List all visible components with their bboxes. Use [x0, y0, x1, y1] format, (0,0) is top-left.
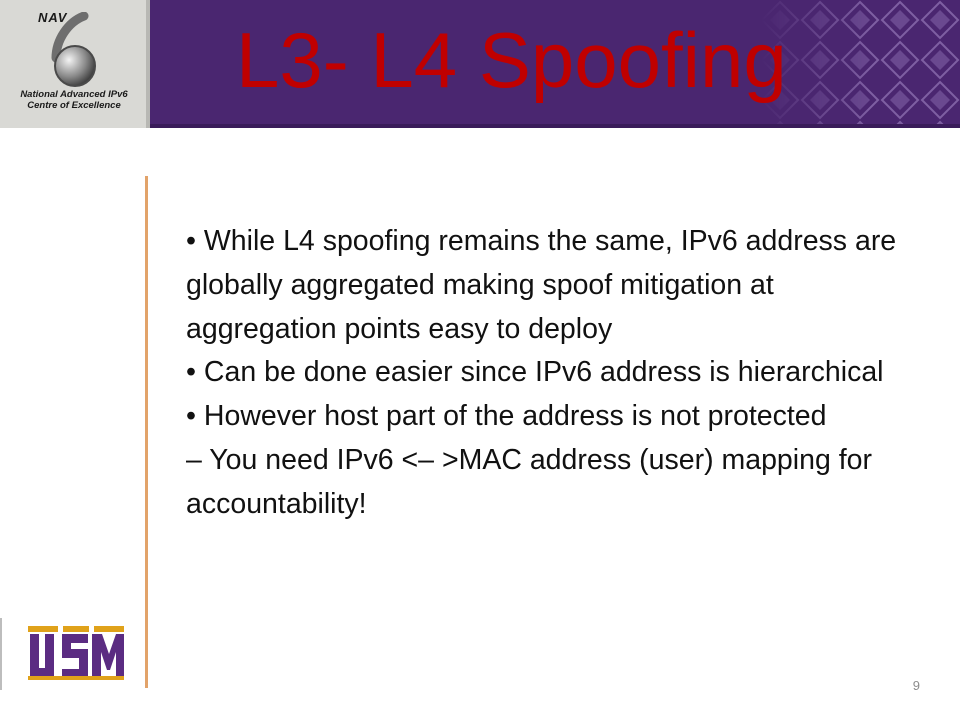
logo-divider — [146, 0, 150, 128]
body-bullet-1: • While L4 spoofing remains the same, IPv6 address are globally aggregated making spoof mitigation at aggregation points easy to deploy — [186, 225, 897, 345]
slide-body — [186, 220, 926, 527]
body-bullet-2: • Can be done easier since IPv6 address is hierarchical — [186, 356, 884, 389]
page-number: 9 — [912, 678, 920, 693]
title-bar-shadow — [148, 124, 960, 128]
left-edge-line — [0, 618, 2, 690]
nav6-caption-line1: National Advanced IPv6 — [20, 89, 128, 100]
slide-title: L3- L4 Spoofing — [236, 16, 787, 104]
nav6-caption-line2: Centre of Excellence — [27, 100, 121, 111]
nav6-six-emblem-icon — [44, 12, 106, 90]
diamond-pattern-decoration — [760, 0, 960, 124]
body-bullet-3: • However host part of the address is not protected — [186, 400, 827, 433]
usm-logo — [26, 624, 126, 682]
nav6-logo — [0, 0, 146, 128]
body-subpoint: – You need IPv6 <– >MAC address (user) mapping for accountability! — [186, 443, 872, 520]
nav-wordmark: NAV — [38, 10, 68, 25]
content-divider-line — [145, 176, 148, 688]
